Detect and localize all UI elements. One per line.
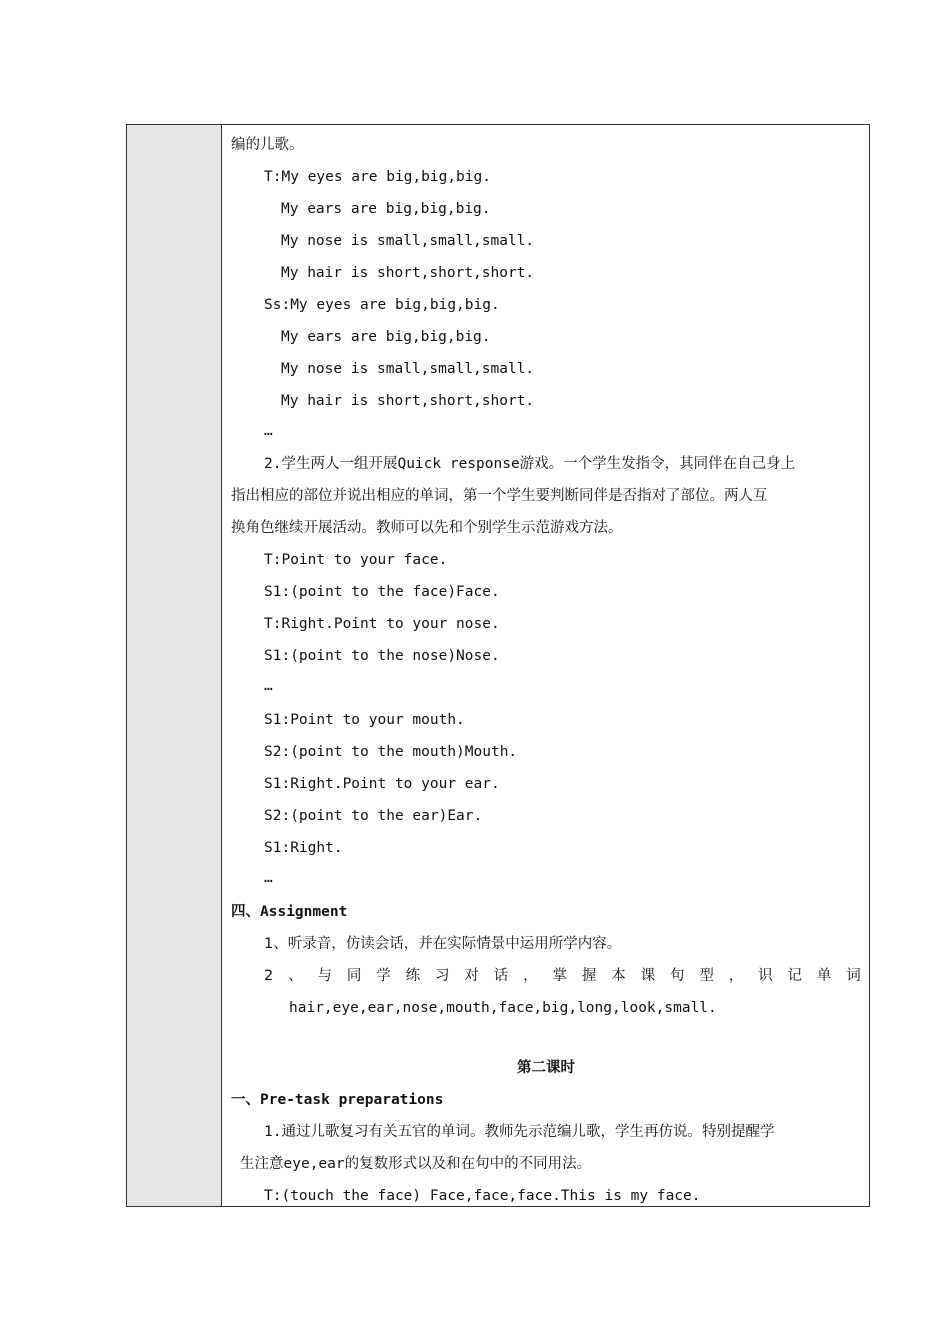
lesson-title: 第二课时 [517,1060,575,1076]
text-line: My ears are big,big,big. [281,329,491,345]
text-line: My ears are big,big,big. [281,201,491,217]
text-line: Ss:My eyes are big,big,big. [264,297,500,313]
left-label-column [127,125,222,1206]
section-heading-pre-task: 一、Pre-task preparations [231,1092,444,1108]
text-line: 2.学生两人一组开展Quick response游戏。一个学生发指令，其同伴在自己身上 [264,456,796,472]
text-line: T:Right.Point to your nose. [264,616,500,632]
text-line: 编的儿歌。 [231,137,304,153]
text-line: S1:Right.Point to your ear. [264,776,500,792]
text-line: 1、听录音，仿读会话，并在实际情景中运用所学内容。 [264,936,622,952]
text-line: My hair is short,short,short. [281,265,535,281]
text-line: 指出相应的部位并说出相应的单词，第一个学生要判断同伴是否指对了部位。两人互 [231,488,768,504]
vocabulary-line: hair,eye,ear,nose,mouth,face,big,long,look,small. [289,1000,717,1016]
text-line: S1:(point to the face)Face. [264,584,500,600]
ellipsis: … [264,678,273,694]
text-line: S1:Right. [264,840,343,856]
text-line: S1:Point to your mouth. [264,712,465,728]
text-line: S2:(point to the mouth)Mouth. [264,744,518,760]
section-heading-assignment: 四、Assignment [231,904,348,920]
text-line: S1:(point to the nose)Nose. [264,648,500,664]
ellipsis: … [264,870,273,886]
text-line: S2:(point to the ear)Ear. [264,808,483,824]
text-line: T:Point to your face. [264,552,448,568]
text-line: 换角色继续开展活动。教师可以先和个别学生示范游戏方法。 [231,520,623,536]
spread-line: 2 、 与 同 学 练 习 对 话 ， 掌 握 本 课 句 型 ， 识 记 单 词 [264,968,861,984]
text-line: 生注意eye,ear的复数形式以及和在句中的不同用法。 [240,1156,592,1172]
ellipsis: … [264,423,273,439]
text-line: 1.通过儿歌复习有关五官的单词。教师先示范编儿歌，学生再仿说。特别提醒学 [264,1124,775,1140]
text-line: T:My eyes are big,big,big. [264,169,491,185]
text-line: My nose is small,small,small. [281,233,535,249]
lesson-table [126,124,870,1207]
text-line: My hair is short,short,short. [281,393,535,409]
text-line: My nose is small,small,small. [281,361,535,377]
text-line: T:(touch the face) Face,face,face.This is my face. [264,1188,701,1204]
